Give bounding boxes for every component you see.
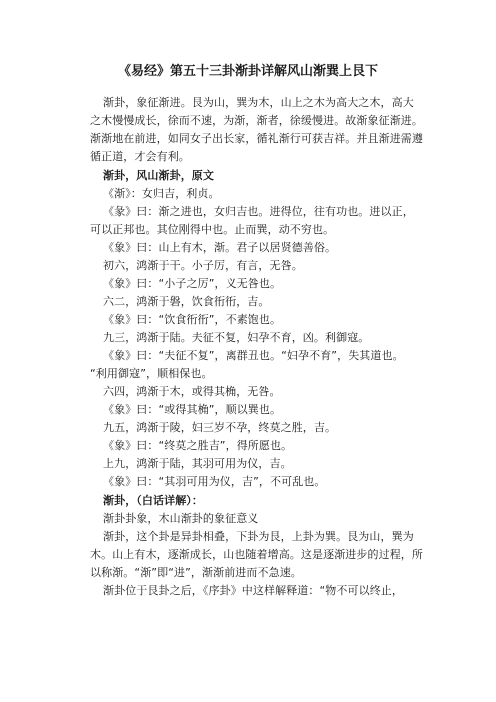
- paragraph-line: 《象》曰：“小子之厉”，义无咎也。: [103, 277, 282, 290]
- paragraph-line: 《象》曰：“饮食衎衎”，不素饱也。: [103, 313, 282, 326]
- paragraph-line: 渐渐地在前进，如同女子出长家，循礼渐行可获吉祥。并且渐进需遵: [90, 132, 423, 145]
- paragraph-line: 初六，鸿渐于干。小子厉，有言，无咎。: [103, 259, 303, 272]
- paragraph-line: 《象》曰：“其羽可用为仪，吉”，不可乱也。: [103, 475, 326, 488]
- section-heading: 渐卦，风山渐卦，原文: [103, 169, 214, 182]
- paragraph-line: 《象》曰：“夫征不复”，离群丑也。“妇孕不育”，失其道也。: [103, 349, 404, 362]
- paragraph-line: 《渐》：女归吉，利贞。: [103, 187, 220, 200]
- paragraph-line: 可以正邦也。其位刚得中也。止而巽，动不穷也。: [90, 223, 335, 236]
- paragraph-line: 之木慢慢成长，徐而不速，为渐，渐者，徐缓慢进。故渐象征渐进。: [90, 114, 423, 127]
- paragraph-line: 渐卦，象征渐进。艮为山，巽为木，山上之木为高大之木，高大: [103, 96, 414, 109]
- paragraph-line: “利用御寇”，顺相保也。: [90, 367, 213, 380]
- paragraph-line: 九五，鸿渐于陵，妇三岁不孕，终莫之胜，吉。: [103, 421, 337, 434]
- paragraph-line: 六四，鸿渐于木，或得其桷，无咎。: [103, 385, 281, 398]
- paragraph-line: 木。山上有木，逐渐成长，山也随着增高。这是逐渐进步的过程，所: [90, 548, 423, 561]
- document-title: 《易经》第五十三卦渐卦详解风山渐巽上艮下: [117, 64, 378, 79]
- paragraph-line: 渐卦卦象，木山渐卦的象征意义: [103, 512, 259, 525]
- paragraph-line: 《象》曰：山上有木，渐。君子以居贤德善俗。: [103, 241, 337, 254]
- paragraph-line: 循正道，才会有利。: [90, 150, 190, 163]
- paragraph-line: 《彖》曰：渐之进也，女归吉也。进得位，往有功也。进以正，: [103, 205, 414, 218]
- paragraph-line: 渐卦位于艮卦之后，《序卦》中这样解释道：“物不可以终止，: [103, 584, 403, 597]
- paragraph-line: 九三，鸿渐于陆。夫征不复，妇孕不育，凶。利御寇。: [103, 331, 370, 344]
- paragraph-line: 六二，鸿渐于磐，饮食衎衎，吉。: [103, 295, 270, 308]
- paragraph-line: 以称渐。“渐”即“进”，渐渐前进而不急速。: [90, 566, 302, 579]
- paragraph-line: 渐卦，这个卦是异卦相叠，下卦为艮，上卦为巽。艮为山，巽为: [103, 530, 414, 543]
- paragraph-line: 《象》曰：“终莫之胜吉”，得所愿也。: [103, 439, 293, 452]
- paragraph-line: 《象》曰：“或得其桷”，顺以巽也。: [103, 403, 282, 416]
- section-heading: 渐卦，（白话详解）：: [103, 494, 203, 507]
- paragraph-line: 上九，鸿渐于陆，其羽可用为仪，吉。: [103, 457, 292, 470]
